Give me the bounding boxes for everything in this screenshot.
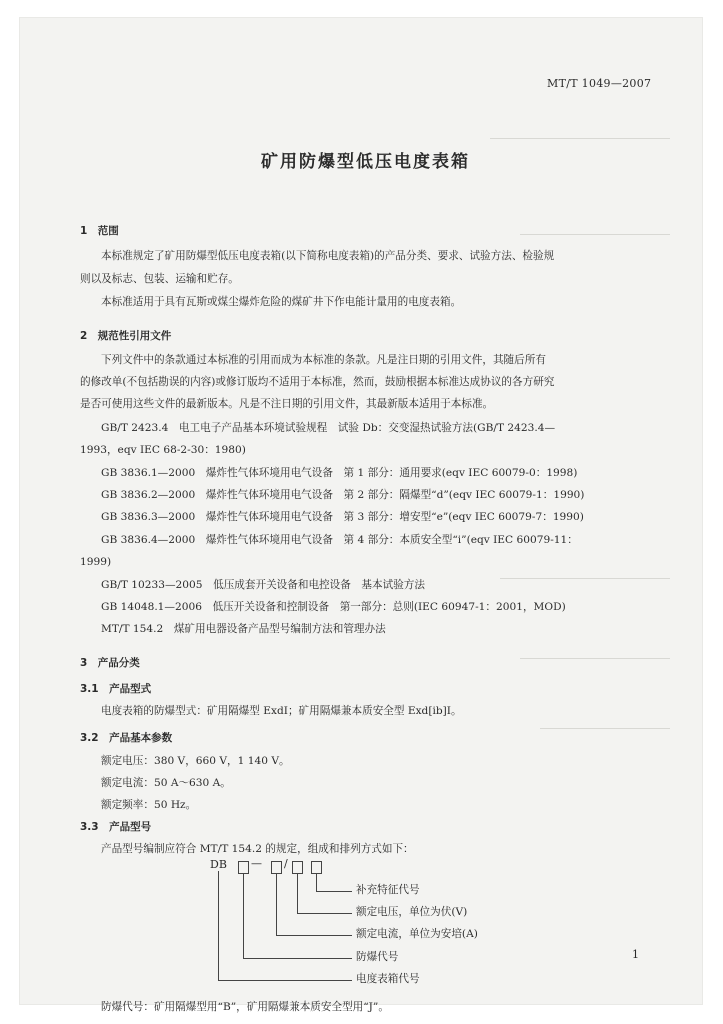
- reference-entry: GB 3836.4—2000 爆炸性气体环境用电气设备 第 4 部分：本质安全型“i”(eqv IEC 60079-11：: [101, 534, 578, 546]
- reference-entry: GB 3836.3—2000 爆炸性气体环境用电气设备 第 3 部分：增安型“e”(eqv IEC 60079-7：1990): [101, 511, 584, 523]
- bleed-through-line: [540, 728, 670, 729]
- bleed-through-line: [520, 234, 670, 235]
- leader-line: [297, 874, 298, 913]
- leader-line: [218, 871, 219, 980]
- subsection-heading: 3.2 产品基本参数: [80, 732, 173, 744]
- model-dash: —: [251, 857, 262, 870]
- paragraph: 是否可使用这些文件的最新版本。凡是不注日期的引用文件，其最新版本适用于本标准。: [80, 398, 494, 410]
- paragraph: 本标准规定了矿用防爆型低压电度表箱(以下简称电度表箱)的产品分类、要求、试验方法、检验规: [101, 250, 555, 262]
- paragraph: 产品型号编制应符合 MT/T 154.2 的规定，组成和排列方式如下：: [101, 843, 414, 855]
- parameter-line: 额定电压：380 V，660 V，1 140 V。: [101, 755, 290, 767]
- model-slash: /: [284, 857, 288, 870]
- placeholder-box: [292, 861, 303, 874]
- leader-line: [316, 891, 352, 892]
- paragraph: 则以及标志、包装、运输和贮存。: [80, 273, 239, 285]
- label-explosion-code: 防爆代号: [356, 951, 399, 963]
- reference-entry: GB 3836.2—2000 爆炸性气体环境用电气设备 第 2 部分：隔爆型“d”(eqv IEC 60079-1：1990): [101, 489, 585, 501]
- label-rated-voltage: 额定电压，单位为伏(V): [356, 906, 468, 918]
- leader-line: [297, 913, 352, 914]
- label-supplementary-code: 补充特征代号: [356, 884, 420, 896]
- reference-entry: GB 3836.1—2000 爆炸性气体环境用电气设备 第 1 部分：通用要求(eqv IEC 60079-0：1998): [101, 467, 578, 479]
- paragraph: 下列文件中的条款通过本标准的引用而成为本标准的条款。凡是注日期的引用文件，其随后所有: [101, 354, 546, 366]
- section-1-heading: 1 范围: [80, 225, 119, 237]
- leader-line: [276, 874, 277, 935]
- parameter-line: 额定电流：50 A～630 A。: [101, 777, 231, 789]
- placeholder-box: [238, 861, 249, 874]
- leader-line: [243, 874, 244, 958]
- section-3-heading: 3 产品分类: [80, 657, 140, 669]
- parameter-line: 额定频率：50 Hz。: [101, 799, 197, 811]
- standard-number: MT/T 1049—2007: [547, 77, 652, 90]
- bleed-through-line: [520, 658, 670, 659]
- model-prefix: DB: [210, 858, 227, 871]
- leader-line: [276, 935, 352, 936]
- leader-line: [218, 980, 352, 981]
- label-rated-current: 额定电流，单位为安培(A): [356, 928, 478, 940]
- reference-entry: GB 14048.1—2006 低压开关设备和控制设备 第一部分：总则(IEC 60947-1：2001，MOD): [101, 601, 566, 613]
- reference-entry: GB/T 10233—2005 低压成套开关设备和电控设备 基本试验方法: [101, 579, 425, 591]
- paragraph: 本标准适用于具有瓦斯或煤尘爆炸危险的煤矿井下作电能计量用的电度表箱。: [101, 296, 462, 308]
- reference-entry: 1999): [80, 556, 112, 568]
- explosion-code-note: 防爆代号：矿用隔爆型用“B”，矿用隔爆兼本质安全型用“J”。: [101, 1001, 389, 1013]
- subsection-heading: 3.1 产品型式: [80, 683, 152, 695]
- reference-entry: 1993，eqv IEC 68-2-30：1980): [80, 444, 246, 456]
- paragraph: 电度表箱的防爆型式：矿用隔爆型 ExdⅠ；矿用隔爆兼本质安全型 Exd[ib]Ⅰ。: [101, 705, 462, 717]
- reference-entry: MT/T 154.2 煤矿用电器设备产品型号编制方法和管理办法: [101, 623, 386, 635]
- document-page: [20, 18, 702, 1013]
- placeholder-box: [311, 861, 322, 874]
- bleed-through-line: [500, 578, 670, 579]
- label-box-code: 电度表箱代号: [356, 973, 420, 985]
- reference-entry: GB/T 2423.4 电工电子产品基本环境试验规程 试验 Db：交变湿热试验方法(GB/T 2423.4—: [101, 422, 556, 434]
- leader-line: [243, 958, 352, 959]
- paragraph: 的修改单(不包括勘误的内容)或修订版均不适用于本标准，然而，鼓励根据本标准达成协议的各方研究: [80, 376, 555, 388]
- subsection-heading: 3.3 产品型号: [80, 821, 152, 833]
- leader-line: [316, 874, 317, 891]
- section-2-heading: 2 规范性引用文件: [80, 330, 172, 342]
- document-title: 矿用防爆型低压电度表箱: [261, 152, 470, 172]
- page-number: 1: [632, 948, 639, 961]
- placeholder-box: [271, 861, 282, 874]
- bleed-through-line: [490, 138, 670, 139]
